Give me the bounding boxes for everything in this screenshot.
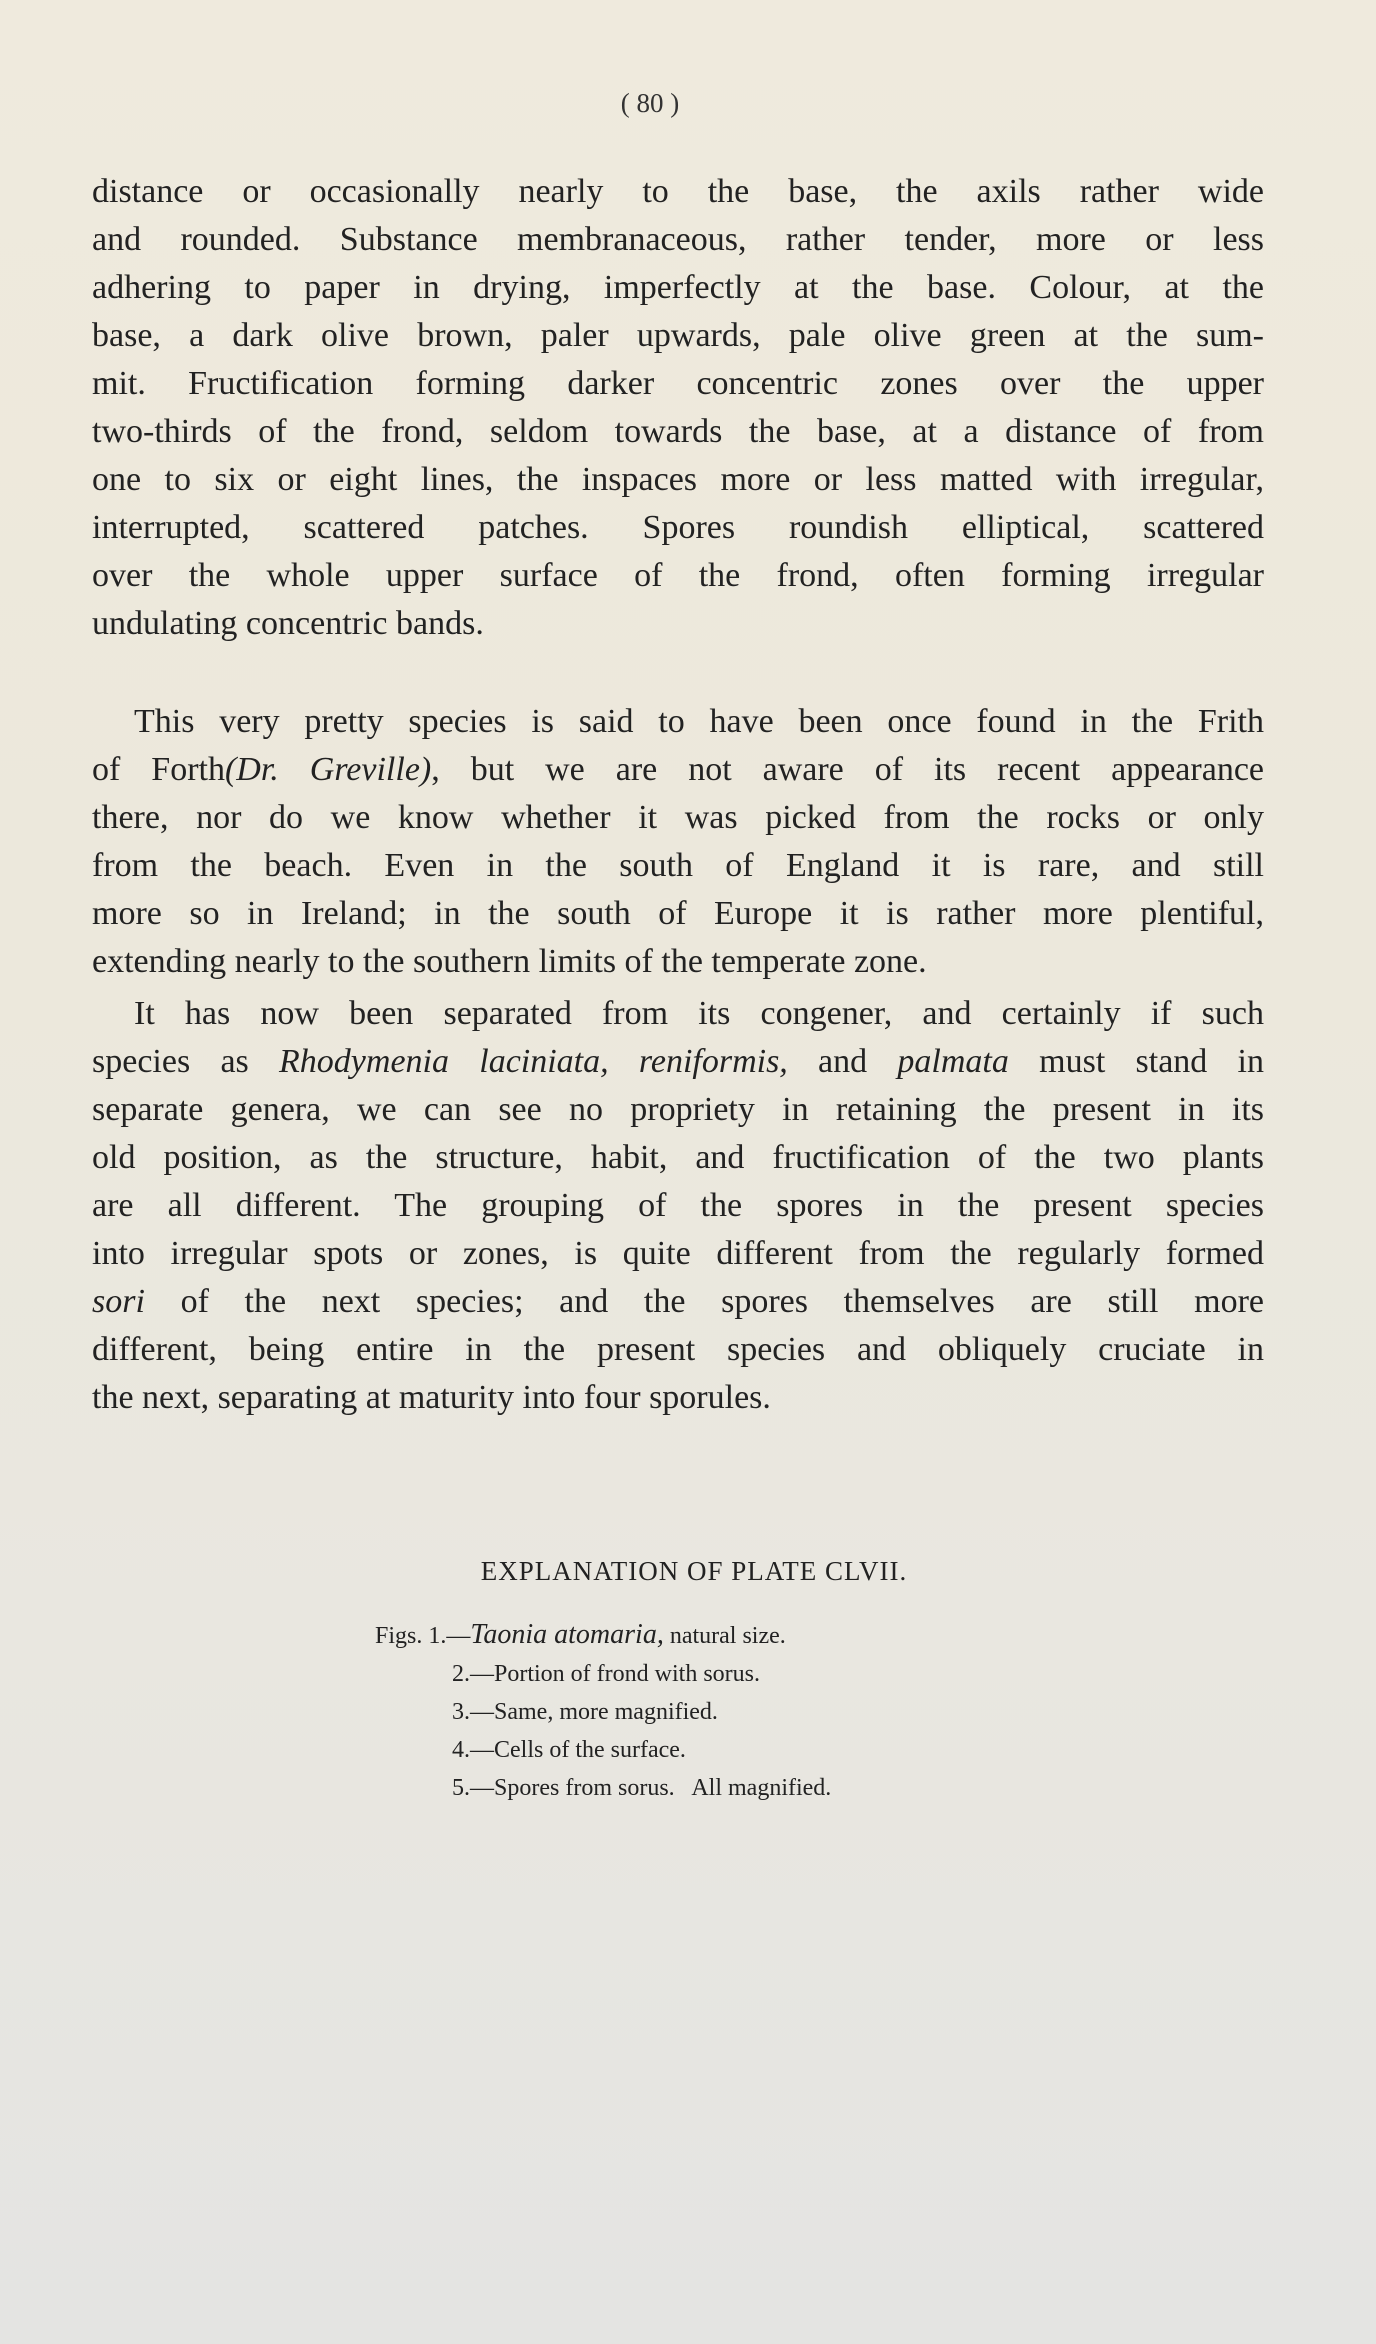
figure-prefix: Figs. 1.—	[375, 1623, 471, 1649]
text-line: different, being entire in the present species and obliquely cruciate in	[92, 1331, 1264, 1368]
species-name: Taonia atomaria,	[470, 1619, 664, 1650]
classification-paragraph	[92, 990, 1264, 1422]
description-paragraph	[92, 168, 1264, 648]
authority-citation: (Dr. Greville)	[224, 751, 432, 788]
figure-item: 4.—Cells of the surface.	[452, 1737, 686, 1763]
text-line: from the beach. Even in the south of England it is rare, and still	[92, 847, 1264, 884]
figure-caption: natural size.	[663, 1623, 786, 1649]
text-line	[92, 746, 1264, 794]
page-number: ( 80 )	[620, 88, 680, 118]
text-segment: species as	[92, 1043, 280, 1080]
text-line: base, a dark olive brown, paler upwards, pale olive green at the sum-	[92, 317, 1264, 354]
figure-item	[375, 1616, 831, 1655]
plate-heading: EXPLANATION OF PLATE CLVII.	[480, 1556, 908, 1586]
figure-item: 5.—Spores from sorus. All magnified.	[452, 1775, 832, 1801]
text-line: It has now been separated from its congener, and certainly if such	[134, 995, 1264, 1032]
text-segment: of the next species; and the spores themselves are still more	[144, 1283, 1264, 1320]
text-line: and rounded. Substance membranaceous, rather tender, more or less	[92, 221, 1264, 258]
text-line: interrupted, scattered patches. Spores roundish elliptical, scattered	[92, 509, 1264, 546]
text-line: there, nor do we know whether it was picked from the rocks or only	[92, 799, 1264, 836]
text-line	[92, 1038, 1264, 1086]
figure-item: 3.—Same, more magnified.	[452, 1699, 718, 1725]
text-line: more so in Ireland; in the south of Europe it is rather more plentiful,	[92, 895, 1264, 932]
text-line: distance or occasionally nearly to the base, the axils rather wide	[92, 173, 1264, 210]
plate-figure-list	[375, 1616, 831, 1807]
text-segment: and	[787, 1043, 898, 1080]
text-line: mit. Fructification forming darker concentric zones over the upper	[92, 365, 1264, 402]
text-line: separate genera, we can see no propriety in retaining the present in its	[92, 1091, 1264, 1128]
text-line: adhering to paper in drying, imperfectly at the base. Colour, at the	[92, 269, 1264, 306]
species-name: Rhodymenia laciniata, reniformis,	[279, 1043, 788, 1080]
text-line: the next, separating at maturity into four sporules.	[92, 1379, 771, 1416]
figure-item: 2.—Portion of frond with sorus.	[452, 1661, 760, 1687]
distribution-paragraph	[92, 698, 1264, 986]
species-name: palmata	[897, 1043, 1009, 1080]
text-line: undulating concentric bands.	[92, 605, 484, 642]
text-line: old position, as the structure, habit, and fructification of the two plants	[92, 1139, 1264, 1176]
text-segment: must stand in	[1008, 1043, 1264, 1080]
text-line: two-thirds of the frond, seldom towards the base, at a distance of from	[92, 413, 1264, 450]
text-segment: of Forth	[92, 751, 225, 788]
text-line	[92, 1278, 1264, 1326]
text-line: extending nearly to the southern limits of the temperate zone.	[92, 943, 927, 980]
term-italic: sori	[92, 1283, 145, 1320]
text-line: over the whole upper surface of the frond, often forming irregular	[92, 557, 1264, 594]
text-line: This very pretty species is said to have been once found in the Frith	[134, 703, 1264, 740]
text-line: into irregular spots or zones, is quite different from the regularly formed	[92, 1235, 1264, 1272]
text-segment: , but we are not aware of its recent appearance	[431, 751, 1264, 788]
text-line: are all different. The grouping of the spores in the present species	[92, 1187, 1264, 1224]
text-line: one to six or eight lines, the inspaces more or less matted with irregular,	[92, 461, 1264, 498]
